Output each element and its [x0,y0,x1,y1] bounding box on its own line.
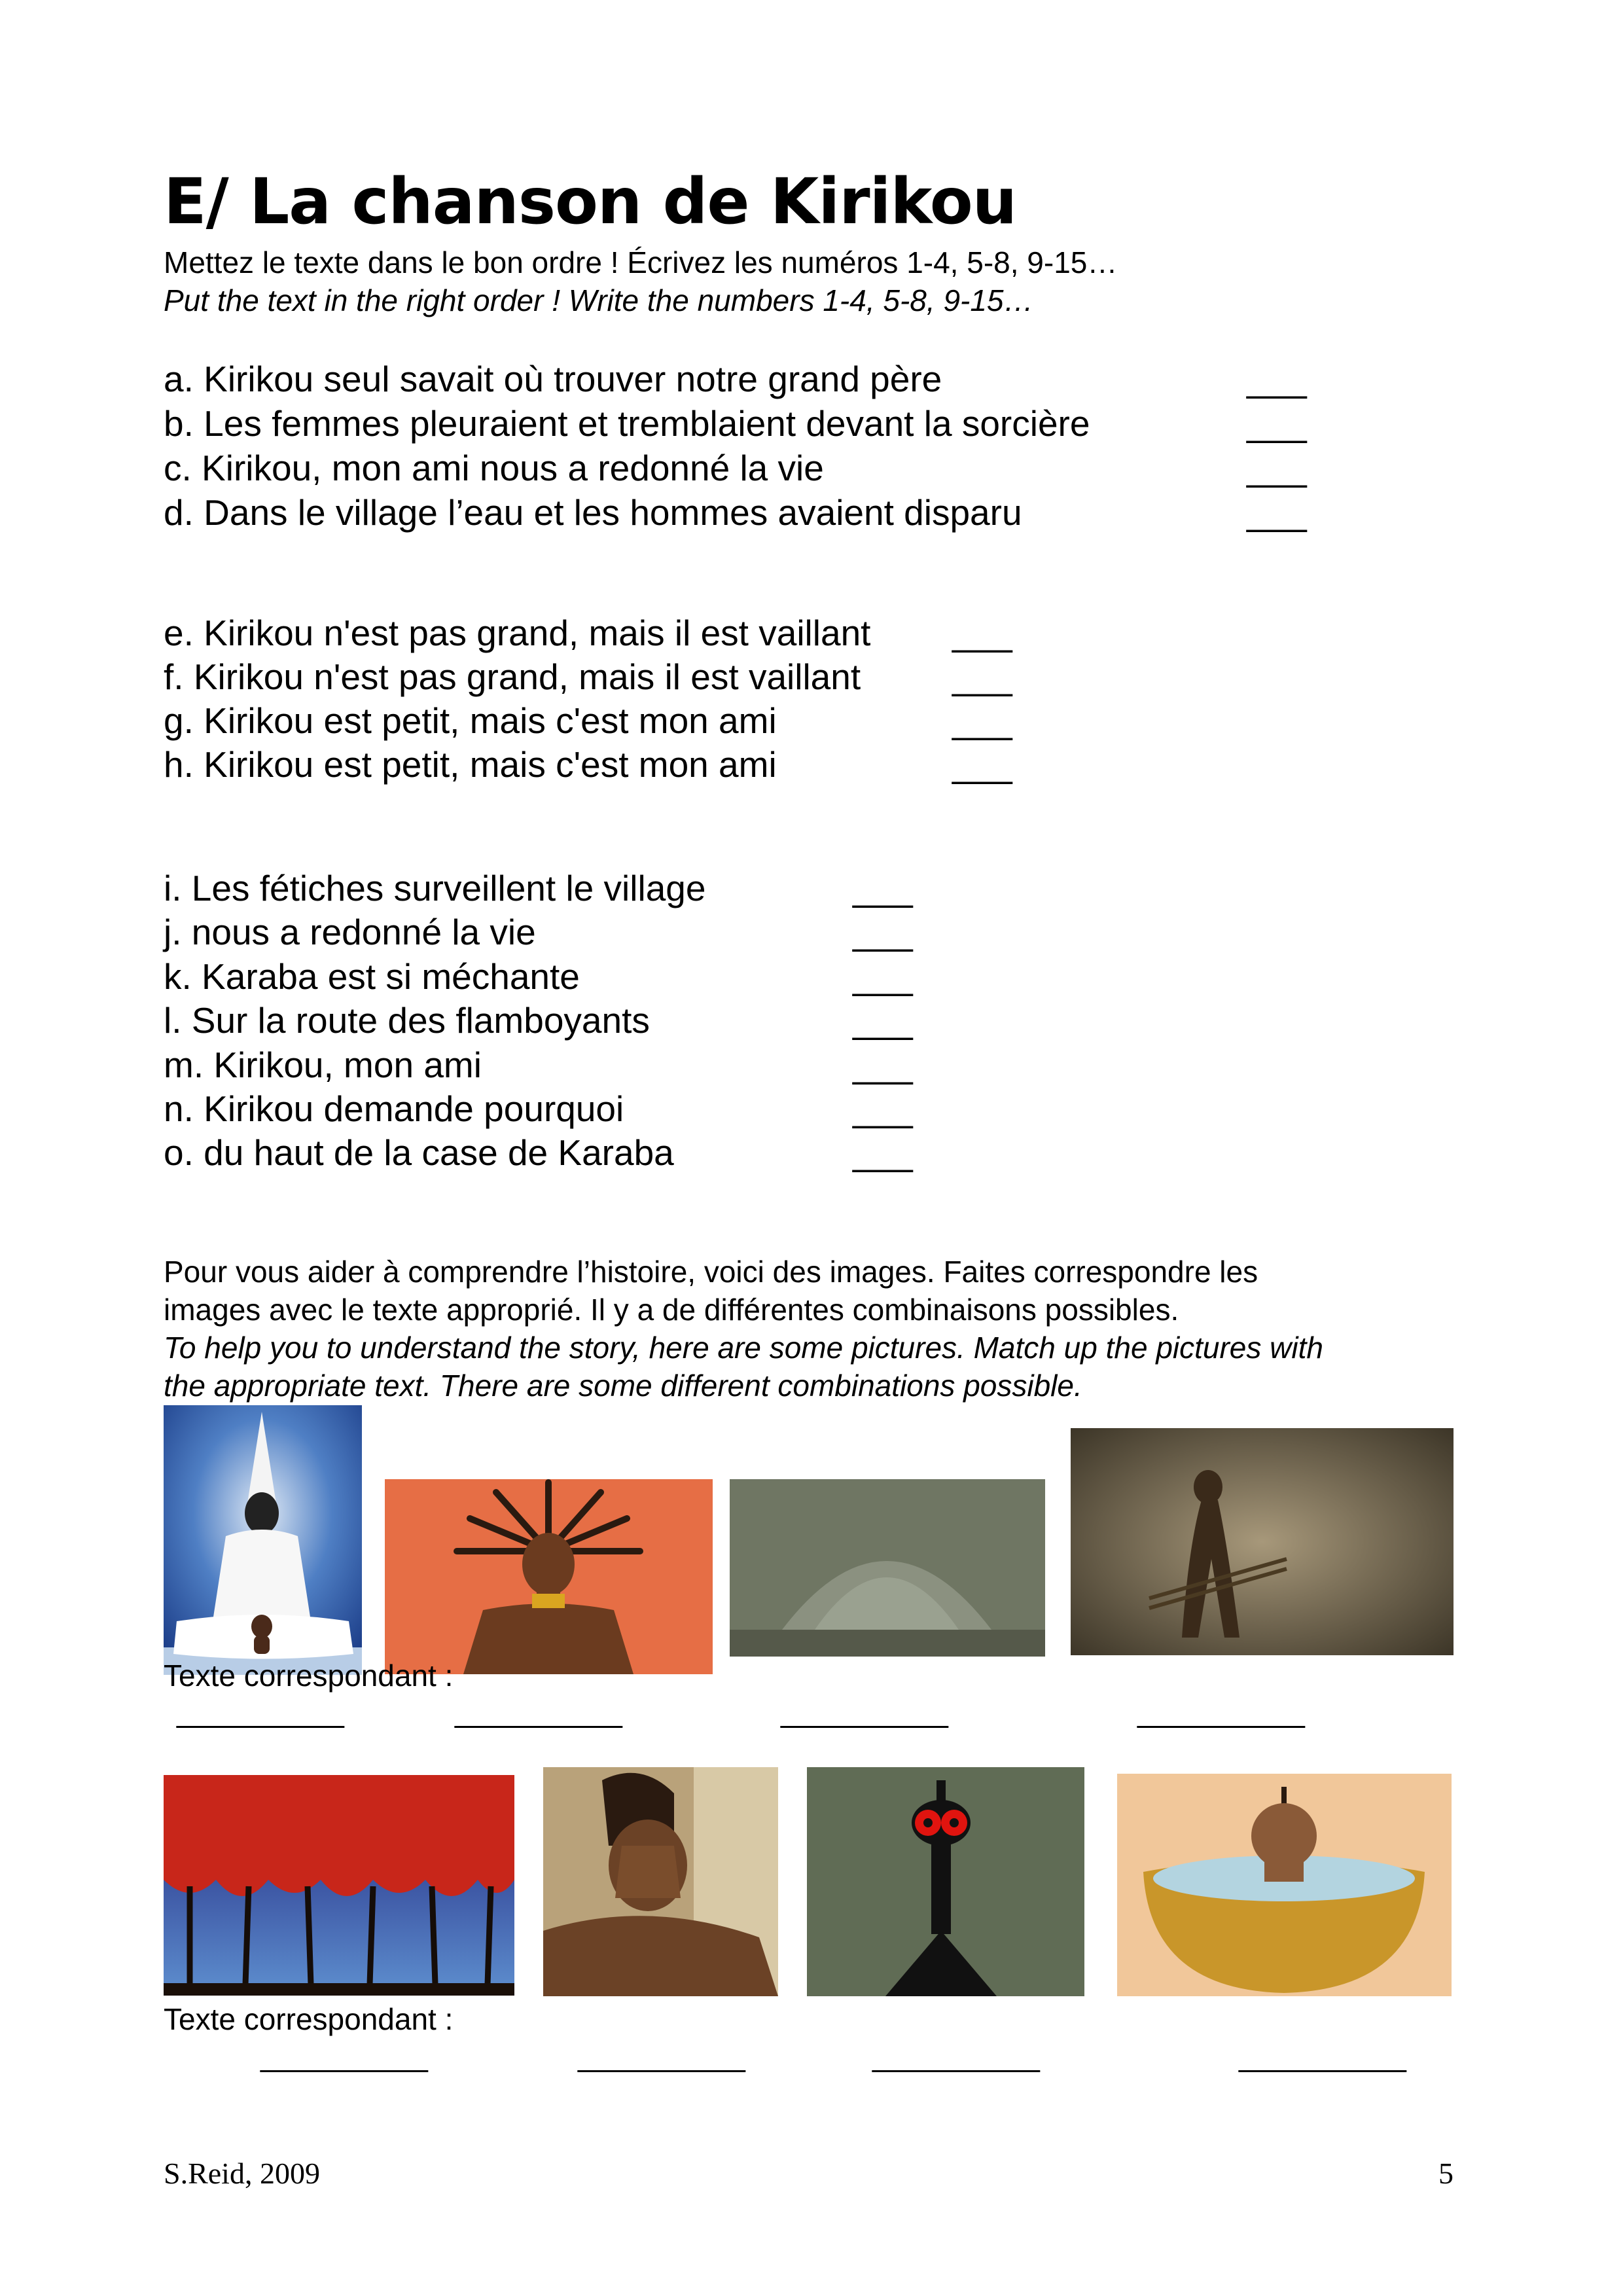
lyric-line-n: n. Kirikou demande pourquoi [164,1088,624,1129]
answer-blank-b[interactable]: ___ [1247,403,1307,444]
lyric-line-h: h. Kirikou est petit, mais c'est mon ami [164,744,777,785]
answer-blank-o[interactable]: ___ [853,1132,913,1173]
lyric-line-b: b. Les femmes pleuraient et tremblaient devant la sorcière [164,403,1090,444]
answer-blank-h[interactable]: ___ [952,744,1012,785]
match-line-row2-3[interactable]: __________ [872,2039,1040,2073]
instruction-en: Put the text in the right order ! Write the numbers 1-4, 5-8, 9-15… [164,283,1034,317]
answer-blank-e[interactable]: ___ [952,613,1012,653]
picture-fetish-red-eyes [807,1767,1084,1996]
lyric-line-j: j. nous a redonné la vie [164,912,536,952]
answer-blank-d[interactable]: ___ [1247,492,1307,533]
answer-blank-i[interactable]: ___ [853,868,913,908]
help-text-en-2: the appropriate text. There are some different combinations possible. [164,1369,1082,1403]
lyric-line-e: e. Kirikou n'est pas grand, mais il est vaillant [164,613,871,653]
answer-blank-n[interactable]: ___ [853,1088,913,1129]
picture-flamboyant-trees [164,1775,514,1996]
match-line-row1-4[interactable]: __________ [1137,1695,1305,1729]
match-line-row1-3[interactable]: __________ [781,1695,948,1729]
match-line-row2-4[interactable]: __________ [1239,2039,1406,2073]
answer-blank-c[interactable]: ___ [1247,448,1307,488]
match-line-row1-1[interactable]: __________ [177,1695,344,1729]
lyric-line-m: m. Kirikou, mon ami [164,1045,482,1085]
answer-blank-a[interactable]: ___ [1247,359,1307,399]
footer-author: S.Reid, 2009 [164,2157,320,2190]
page-number: 5 [1438,2157,1454,2190]
picture-kirikou-in-bowl [1117,1774,1452,1996]
answer-blank-m[interactable]: ___ [853,1045,913,1085]
lyric-line-a: a. Kirikou seul savait où trouver notre grand père [164,359,942,399]
lyric-line-o: o. du haut de la case de Karaba [164,1132,674,1173]
match-line-row2-1[interactable]: __________ [260,2039,428,2073]
picture-crying-woman [543,1767,778,1996]
matching-label-row1: Texte correspondant : [164,1659,454,1693]
picture-kirikou-shadow [1071,1428,1454,1655]
answer-blank-k[interactable]: ___ [853,956,913,997]
instruction-fr: Mettez le texte dans le bon ordre ! Écrivez les numéros 1-4, 5-8, 9-15… [164,245,1118,279]
matching-label-row2: Texte correspondant : [164,2002,454,2036]
lyric-line-g: g. Kirikou est petit, mais c'est mon ami [164,700,777,741]
help-text-fr-2: images avec le texte approprié. Il y a de différentes combinaisons possibles. [164,1293,1179,1327]
help-text-fr-1: Pour vous aider à comprendre l’histoire, voici des images. Faites correspondre les [164,1255,1258,1289]
answer-blank-j[interactable]: ___ [853,912,913,952]
picture-karaba-sorceress [385,1479,713,1674]
lyric-line-c: c. Kirikou, mon ami nous a redonné la vie [164,448,824,488]
lyric-line-i: i. Les fétiches surveillent le village [164,868,706,908]
answer-blank-g[interactable]: ___ [952,700,1012,741]
match-line-row2-2[interactable]: __________ [578,2039,745,2073]
answer-blank-f[interactable]: ___ [952,656,1012,697]
answer-blank-l[interactable]: ___ [853,1000,913,1041]
page-title: E/ La chanson de Kirikou [164,165,1017,238]
picture-cave-entrance [730,1479,1045,1657]
lyric-line-f: f. Kirikou n'est pas grand, mais il est vaillant [164,656,861,697]
match-line-row1-2[interactable]: __________ [455,1695,622,1729]
picture-meditating-elder [164,1405,362,1675]
lyric-line-k: k. Karaba est si méchante [164,956,580,997]
lyric-line-d: d. Dans le village l’eau et les hommes avaient disparu [164,492,1022,533]
lyric-line-l: l. Sur la route des flamboyants [164,1000,650,1041]
help-text-en-1: To help you to understand the story, here are some pictures. Match up the pictures with [164,1331,1323,1365]
